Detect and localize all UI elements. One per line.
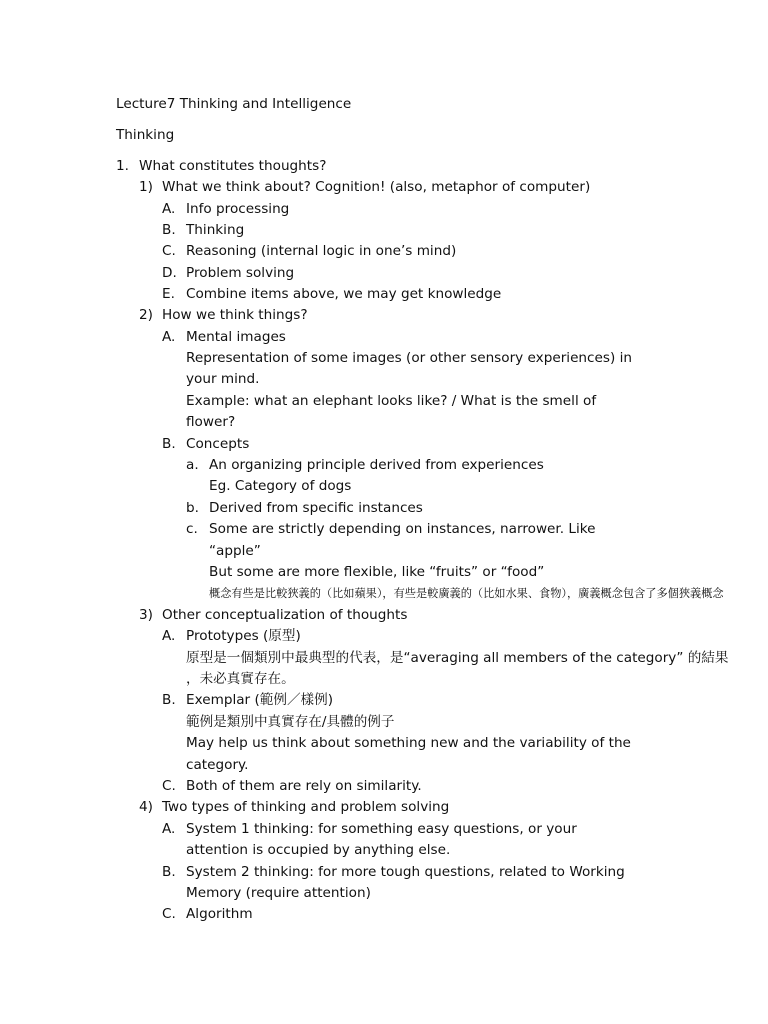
list-text: Concepts: [186, 436, 250, 452]
list-text: Reasoning (internal logic in one’s mind): [186, 243, 457, 259]
list-text: What we think about? Cognition! (also, metaphor of computer): [162, 179, 591, 195]
body-text: flower?: [186, 414, 236, 430]
list-item: [186, 456, 544, 474]
list-text: Exemplar (範例／樣例): [186, 692, 334, 708]
body-text: Example: what an elephant looks like? / What is the smell of: [186, 393, 597, 409]
list-text: Prototypes (原型): [186, 628, 301, 644]
list-marker: 2): [139, 307, 153, 323]
body-text-chinese: 概念有些是比較狹義的（比如蘋果），有些是較廣義的（比如水果、食物），廣義概念包含了多個狹義概念: [209, 587, 724, 600]
list-text: Combine items above, we may get knowledge: [186, 286, 502, 302]
list-marker: C.: [162, 243, 176, 259]
list-marker: c.: [186, 521, 198, 537]
list-marker: E.: [162, 286, 175, 302]
list-marker: A.: [162, 329, 176, 345]
list-item: [162, 905, 253, 923]
list-text: Two types of thinking and problem solving: [162, 799, 450, 815]
list-item: [162, 328, 286, 346]
list-item: [139, 798, 449, 816]
body-text: category.: [186, 757, 249, 773]
list-marker: a.: [186, 457, 199, 473]
list-marker: B.: [162, 222, 176, 238]
list-marker: B.: [162, 692, 176, 708]
list-text: How we think things?: [162, 307, 308, 323]
list-marker: C.: [162, 906, 176, 922]
list-marker: B.: [162, 436, 176, 452]
list-text: Mental images: [186, 329, 286, 345]
list-text: Other conceptualization of thoughts: [162, 607, 408, 623]
list-item: [116, 157, 326, 175]
list-item: [162, 691, 333, 709]
list-marker: 4): [139, 799, 153, 815]
list-text: System 2 thinking: for more tough questions, related to Working: [186, 864, 625, 880]
list-marker: 1.: [116, 158, 129, 174]
body-text-chinese: 原型是一個類別中最典型的代表，是“averaging all members of the category” 的結果: [186, 650, 729, 666]
list-item: [186, 520, 596, 538]
list-marker: D.: [162, 265, 177, 281]
list-item: [162, 627, 301, 645]
list-text: Derived from specific instances: [209, 500, 423, 516]
list-marker: A.: [162, 628, 176, 644]
list-text: Both of them are rely on similarity.: [186, 778, 422, 794]
list-marker: 1): [139, 179, 153, 195]
body-text-chinese: 範例是類別中真實存在/具體的例子: [186, 714, 395, 730]
list-text: Some are strictly depending on instances, narrower. Like: [209, 521, 596, 537]
list-marker: C.: [162, 778, 176, 794]
list-item: [139, 606, 407, 624]
list-item: [162, 242, 456, 260]
list-item: [162, 285, 501, 303]
list-marker: A.: [162, 821, 176, 837]
list-item: [162, 435, 249, 453]
list-item: [162, 863, 625, 881]
list-marker: A.: [162, 201, 176, 217]
list-text: An organizing principle derived from experiences: [209, 457, 544, 473]
body-text: “apple”: [209, 543, 261, 559]
body-text: your mind.: [186, 371, 260, 387]
doc-title: Lecture7 Thinking and Intelligence: [116, 96, 352, 112]
list-text: Info processing: [186, 201, 290, 217]
list-item: [162, 820, 577, 838]
list-text: Thinking: [186, 222, 245, 238]
list-text: Algorithm: [186, 906, 253, 922]
list-text: System 1 thinking: for something easy questions, or your: [186, 821, 577, 837]
body-text: Representation of some images (or other sensory experiences) in: [186, 350, 632, 366]
list-marker: b.: [186, 500, 199, 516]
body-text: Memory (require attention): [186, 885, 371, 901]
list-text: What constitutes thoughts?: [139, 158, 327, 174]
list-item: [139, 306, 308, 324]
list-item: [139, 178, 590, 196]
section-heading: Thinking: [116, 127, 175, 143]
list-item: [162, 221, 244, 239]
list-item: [186, 499, 423, 517]
body-text: But some are more flexible, like “fruits” or “food”: [209, 564, 545, 580]
list-marker: 3): [139, 607, 153, 623]
body-text: attention is occupied by anything else.: [186, 842, 451, 858]
body-text: Eg. Category of dogs: [209, 478, 352, 494]
list-item: [162, 264, 294, 282]
body-text-chinese: ，未必真實存在。: [186, 671, 295, 687]
list-item: [162, 200, 289, 218]
body-text: May help us think about something new and the variability of the: [186, 735, 631, 751]
list-marker: B.: [162, 864, 176, 880]
list-text: Problem solving: [186, 265, 295, 281]
list-item: [162, 777, 422, 795]
